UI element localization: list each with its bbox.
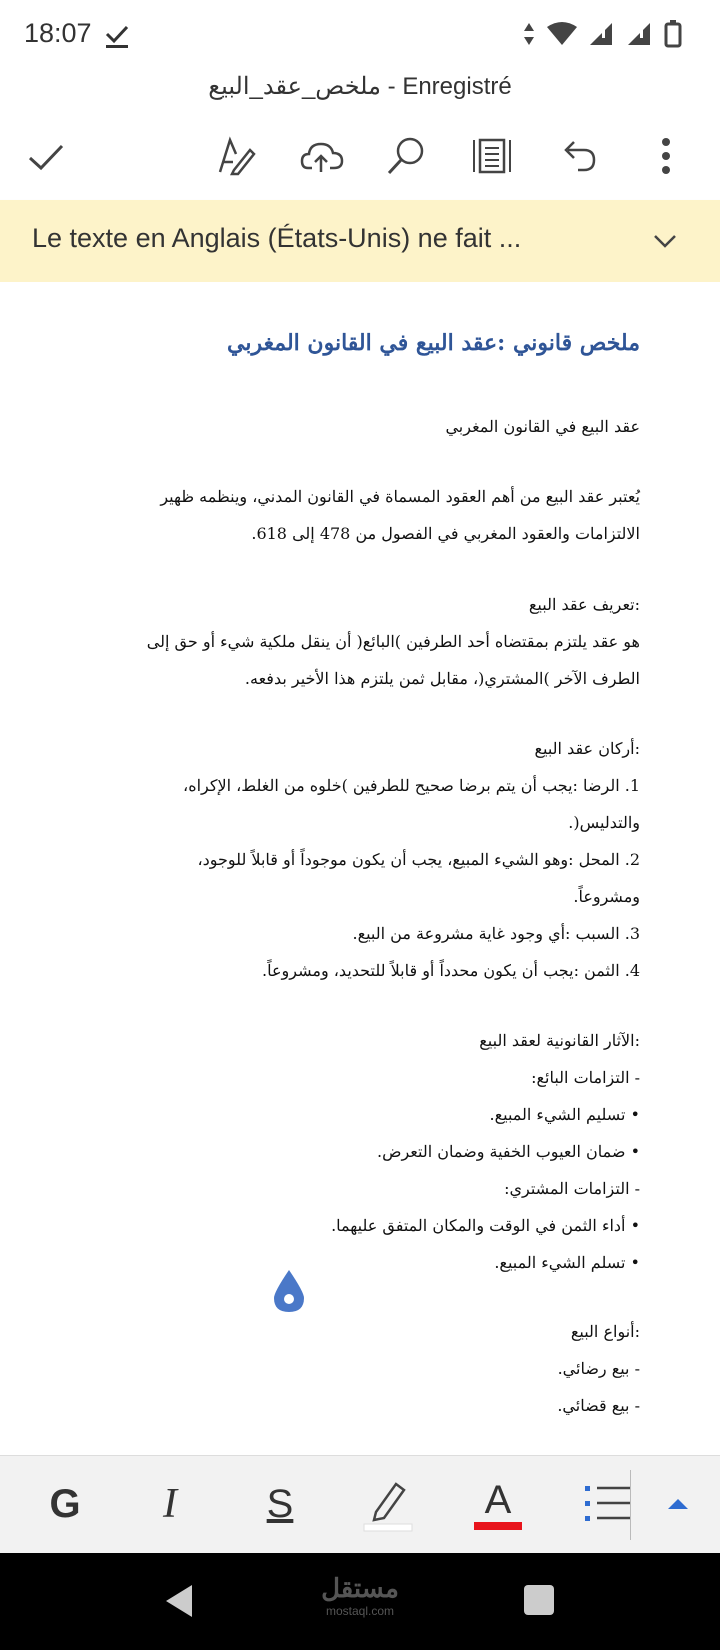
doc-line: يُعتبر عقد البيع من أهم العقود المسماة في القانون المدني، وينظمه ظهير — [160, 487, 640, 506]
cloud-upload-icon — [300, 136, 344, 176]
doc-line: • أداء الثمن في الوقت والمكان المتفق عليهما. — [331, 1216, 640, 1235]
watermark — [300, 1573, 420, 1618]
done-button[interactable] — [20, 130, 72, 182]
check-icon — [26, 136, 66, 176]
more-options-button[interactable] — [640, 130, 692, 182]
bold-button[interactable] — [40, 1474, 90, 1534]
download-done-icon — [104, 22, 130, 50]
cursor-handle-icon[interactable] — [272, 1268, 306, 1314]
font-color-button[interactable] — [470, 1474, 526, 1534]
highlight-button[interactable] — [360, 1474, 416, 1534]
undo-icon — [558, 136, 598, 176]
document-body[interactable] — [0, 282, 720, 1455]
doc-line: - بيع قضائي. — [557, 1396, 640, 1415]
doc-line: 3. السبب :أي وجود غاية مشروعة من البيع. — [352, 924, 640, 943]
edit-button[interactable] — [210, 130, 262, 182]
battery-icon — [664, 20, 682, 48]
signal-2-icon — [626, 21, 654, 47]
banner-text: Le texte en Anglais (États-Unis) ne fait ... — [32, 223, 522, 253]
doc-line: - بيع رضائي. — [557, 1359, 640, 1378]
data-arrows-icon — [522, 21, 536, 47]
status-icons — [522, 20, 682, 48]
doc-line: 4. الثمن :يجب أن يكون محدداً أو قابلاً للتحديد، ومشروعاً. — [262, 961, 640, 980]
status-bar — [0, 0, 720, 70]
bold-icon: G — [49, 1481, 81, 1526]
doc-line: هو عقد يلتزم بمقتضاه أحد الطرفين )البائع( أن ينقل ملكية شيء أو حق إلى — [146, 632, 640, 651]
document-heading: ملخص قانوني :عقد البيع في القانون المغربي — [227, 330, 640, 356]
search-icon — [386, 136, 426, 176]
chevron-down-icon[interactable] — [650, 226, 680, 256]
reading-view-button[interactable] — [466, 130, 518, 182]
search-button[interactable] — [380, 130, 432, 182]
doc-line: :أركان عقد البيع — [534, 739, 640, 758]
toolbar — [0, 118, 720, 190]
more-icon — [660, 136, 672, 176]
doc-line: ومشروعاً. — [573, 887, 640, 906]
doc-line: :تعريف عقد البيع — [528, 595, 640, 614]
wifi-icon — [546, 21, 578, 47]
reading-view-icon — [472, 136, 512, 176]
highlighter-icon — [362, 1476, 414, 1532]
divider — [630, 1470, 631, 1540]
signal-icon — [588, 21, 616, 47]
doc-line: الالتزامات والعقود المغربي في الفصول من 478 إلى 618. — [251, 524, 640, 543]
underline-button[interactable] — [255, 1474, 305, 1534]
doc-line: والتدليس(. — [568, 813, 640, 832]
language-banner[interactable] — [0, 200, 720, 282]
watermark-text: مستقل — [321, 1573, 399, 1603]
status-time: 18:07 — [24, 18, 92, 48]
pen-icon — [216, 136, 256, 176]
doc-line: • تسليم الشيء المبيع. — [489, 1105, 640, 1124]
italic-button[interactable] — [145, 1474, 195, 1534]
format-toolbar — [0, 1455, 720, 1554]
expand-toolbar-button[interactable] — [660, 1474, 696, 1534]
upload-button[interactable] — [296, 130, 348, 182]
caret-up-icon — [666, 1497, 690, 1511]
doc-line: عقد البيع في القانون المغربي — [445, 417, 640, 436]
doc-line: 1. الرضا :يجب أن يتم برضا صحيح للطرفين )خلوه من الغلط، الإكراه، — [183, 776, 640, 795]
font-color-icon: A — [484, 1478, 512, 1522]
watermark-sub: mostaql.com — [325, 1604, 395, 1618]
bullet-list-icon — [583, 1482, 633, 1526]
recents-icon[interactable] — [522, 1583, 556, 1617]
doc-line: الطرف الآخر )المشتري(، مقابل ثمن يلتزم هذا الأخير بدفعه. — [244, 669, 640, 688]
doc-line: • ضمان العيوب الخفية وضمان التعرض. — [377, 1142, 640, 1161]
doc-line: :الآثار القانونية لعقد البيع — [479, 1031, 640, 1050]
bullets-button[interactable] — [580, 1474, 636, 1534]
underline-icon: S — [266, 1481, 294, 1526]
back-icon[interactable] — [160, 1581, 200, 1621]
doc-line: 2. المحل :وهو الشيء المبيع، يجب أن يكون موجوداً أو قابلاً للوجود، — [197, 850, 640, 869]
italic-icon: I — [163, 1481, 177, 1527]
doc-line: • تسلم الشيء المبيع. — [494, 1253, 640, 1272]
doc-line: - التزامات البائع: — [531, 1068, 640, 1087]
doc-line: - التزامات المشتري: — [504, 1179, 640, 1198]
navigation-bar — [0, 1553, 720, 1650]
undo-button[interactable] — [552, 130, 604, 182]
document-title: ملخص_عقد_البيع - Enregistré — [208, 73, 512, 100]
doc-line: :أنواع البيع — [570, 1322, 640, 1341]
font-color-swatch — [474, 1522, 522, 1530]
